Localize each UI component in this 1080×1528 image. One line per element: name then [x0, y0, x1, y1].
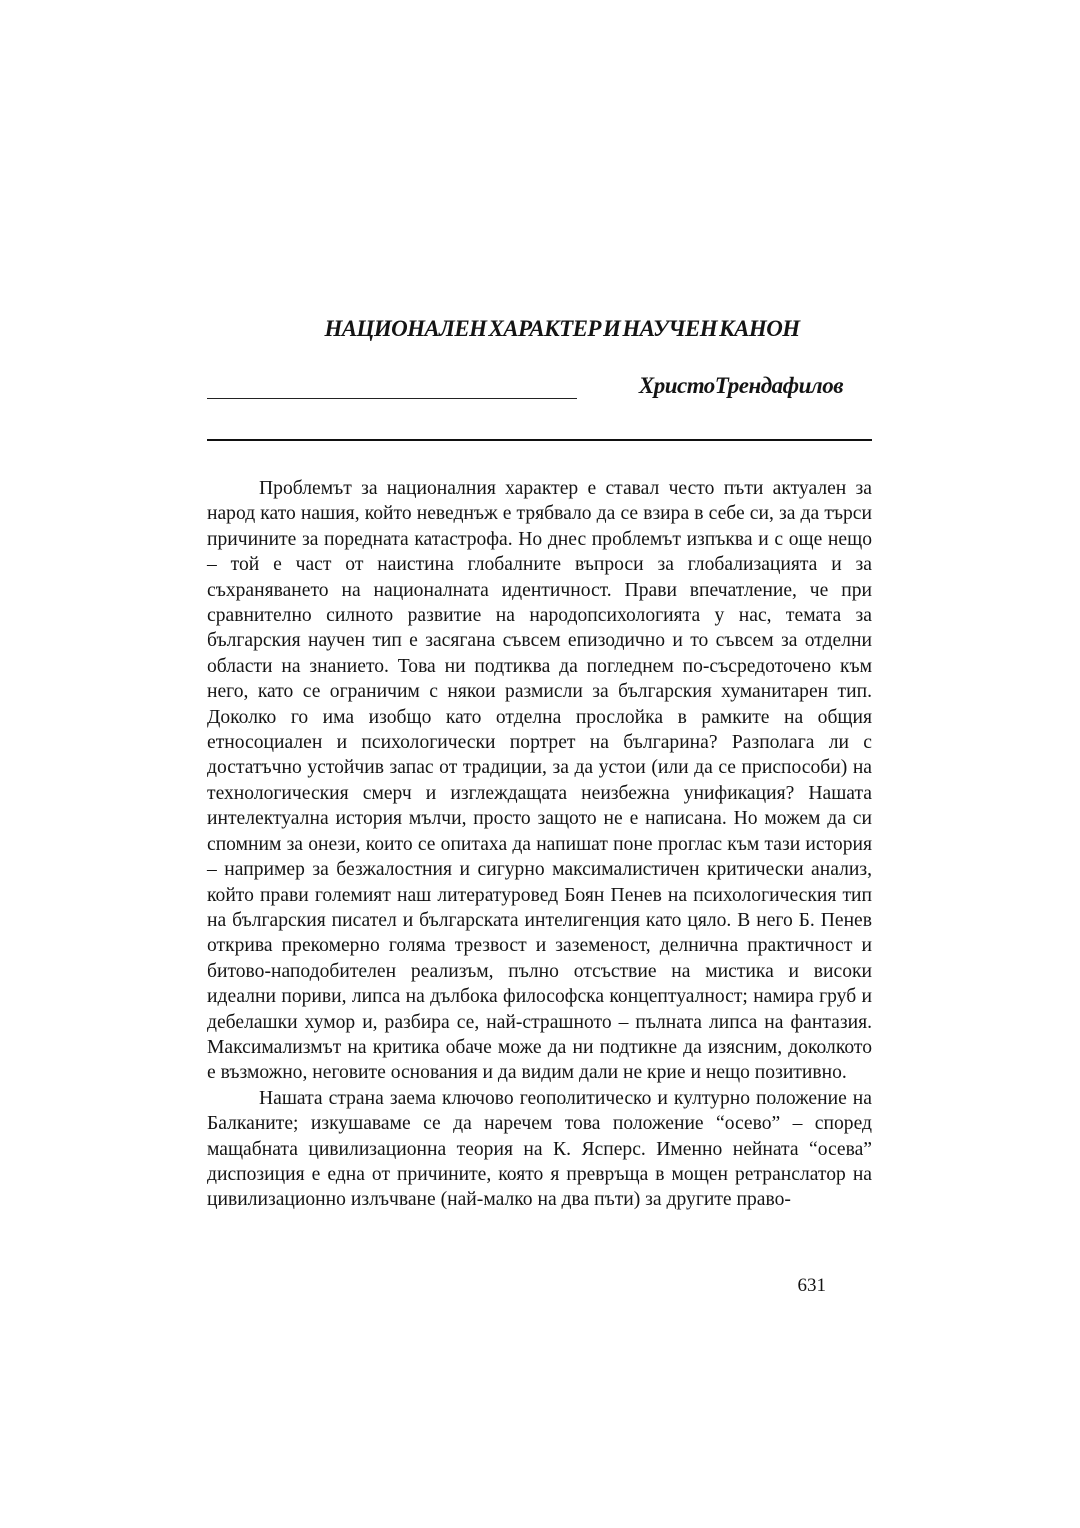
header-divider — [207, 439, 872, 441]
article-title: НАЦИОНАЛЕН ХАРАКТЕР И НАУЧЕН КАНОН — [324, 316, 800, 341]
body-paragraph: Проблемът за националния характер е ставал често пъти актуален за народ като нашия, който неведнъж е трябвало да се взира в себе си, за да търси причините за поредната катастрофа. Но днес проблемът изпъква и с още нещо – той е част от наистина глобалните въпроси за глобализацията и за съхраняването на националната идентичност. Прави впечатление, че при сравнително силното развитие на народопсихологията у нас, темата за българския научен тип е засягана съвсем епизодично и то съвсем за отделни области на знанието. Това ни подтиква да погледнем по-съсредоточено към него, като се ограничим с някои размисли за българския хуманитарен тип. Доколко го има изобщо като отделна прослойка в рамките на общия етносоциален и психологически портрет на българина? Разполага ли с достатъчно устойчив запас от традиции, за да устои (или да се приспособи) на технологическия смерч и изглеждащата неизбежна унификация? Нашата интелектуална история мълчи, просто защото не е написана. Но можем да си спомним за онези, които се опитаха да напишат поне проглас към тази история – например за безжалостния и сигурно максималистичен критически анализ, който прави големият наш литературовед Боян Пенев на психологическия тип на българския писател и българската интелигенция като цяло. В него Б. Пенев открива прекомерно голяма трезвост и заземеност, делнична практичност и битово-наподобителен реализъм, пълно отсъствие на мистика и високи идеални пориви, липса на дълбока философска концептуалност; намира груб и дебелашки хумор и, разбира се, най-страшното – пълната липса на фантазия. Максимализмът на критика обаче може да ни подтикне да изясним, доколкото е възможно, неговите основания и да видим дали не крие и нещо позитивно. — [207, 478, 872, 1084]
body-paragraph: Нашата страна заема ключово геополитическо и културно положение на Балканите; изкушаваме се да наречем това положение “осево” – според мащабната цивилизационна теория на К. Ясперс. Именно нейната “осева” диспозиция е една от причините, която я превръща в мощен ретранслатор на цивилизационно излъчване (най-малко на два пъти) за другите право- — [207, 1087, 872, 1211]
article-body — [207, 476, 872, 1213]
author-rule — [207, 398, 577, 399]
article-author: ХристоТрендафилов — [638, 373, 843, 398]
page-number: 631 — [797, 1275, 826, 1296]
